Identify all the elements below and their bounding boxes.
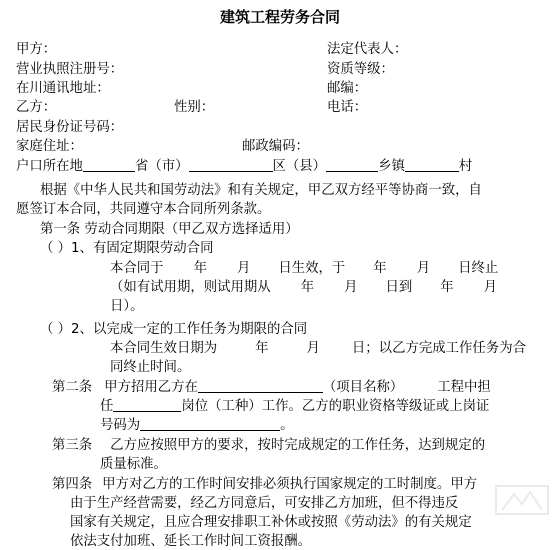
- party-b-label: 乙方：: [16, 100, 57, 115]
- article-2-line-1: 第二条 甲方招用乙方在 （项目名称） 工程中担: [52, 380, 491, 395]
- address-label: 在川通讯地址：: [16, 81, 110, 96]
- article-2-line-2: 任 岗位（工种）工作。乙方的职业资格等级证或上岗证: [100, 399, 490, 414]
- party-a-label: 甲方：: [16, 42, 57, 57]
- article-3-label: 第三条: [52, 438, 93, 453]
- qualification-label: 资质等级：: [327, 62, 394, 77]
- article-4-line-4: 依法支付加班、延长工作时间工资报酬。: [70, 534, 312, 549]
- district-label: 区（县）: [272, 159, 327, 174]
- project-name-blank[interactable]: [198, 379, 323, 393]
- id-number-label: 居民身份证号码：: [16, 120, 124, 135]
- option-1-trial-line: （如有试用期，则试用期从 年 月 日到 年 月: [110, 280, 498, 295]
- article-4-label: 第四条: [52, 477, 93, 492]
- village-blank[interactable]: [405, 158, 459, 172]
- village-label: 村: [458, 159, 473, 174]
- legal-rep-label: 法定代表人：: [327, 42, 408, 57]
- preamble-line-2: 愿签订本合同，共同遵守本合同所列条款。: [16, 202, 271, 217]
- option-2-effective-line: 本合同生效日期为 年 月 日；以乙方完成工作任务为合: [110, 341, 526, 356]
- license-label: 营业执照注册号：: [16, 62, 124, 77]
- article-1-option-1: （ ）1、有固定期限劳动合同: [40, 241, 214, 256]
- article-1-heading: 第一条 劳动合同期限（甲乙双方选择适用）: [40, 222, 299, 237]
- article-4-line-2: 由于生产经营需要，经乙方同意后，可安排乙方加班，但不得违反: [70, 496, 459, 511]
- party-a-postcode-label: 邮编：: [327, 81, 368, 96]
- watermark-logo: [492, 480, 552, 520]
- phone-label: 电话：: [327, 100, 368, 115]
- gender-label: 性别：: [174, 100, 215, 115]
- party-b-postcode-label: 邮政编码：: [242, 139, 309, 154]
- province-blank[interactable]: [83, 158, 135, 172]
- hukou-line: [16, 158, 472, 175]
- home-address-label: 家庭住址：: [16, 139, 83, 154]
- district-blank[interactable]: [189, 158, 273, 172]
- article-3-line-1: 第三条 乙方应按照甲方的要求，按时完成规定的工作任务，达到规定的: [52, 438, 486, 453]
- town-label: 乡镇: [378, 159, 405, 174]
- article-2-line-3: 号码为 。: [100, 418, 294, 433]
- option-1-trial-end: 日）。: [110, 299, 144, 314]
- option-2-line-2: 同终止时间。: [110, 360, 191, 375]
- option-1-effective-line: 本合同于 年 月 日生效，于 年 月 日终止: [110, 261, 499, 276]
- certificate-number-blank[interactable]: [140, 417, 280, 431]
- town-blank[interactable]: [326, 158, 378, 172]
- position-blank[interactable]: [113, 398, 181, 412]
- preamble-line-1: 根据《中华人民共和国劳动法》和有关规定，甲乙双方经平等协商一致，自: [40, 183, 482, 198]
- article-4-line-1: 第四条 甲方对乙方的工作时间安排必须执行国家规定的工时制度。甲方: [52, 477, 478, 492]
- page-title: 建筑工程劳务合同: [219, 8, 340, 26]
- article-1-option-2: （ ）2、以完成一定的工作任务为期限的合同: [40, 322, 308, 337]
- article-3-line-2: 质量标准。: [100, 457, 167, 472]
- article-2-label: 第二条: [52, 380, 93, 395]
- province-label: 省（市）: [134, 159, 189, 174]
- hukou-prefix: 户口所在地: [16, 159, 83, 174]
- article-4-line-3: 国家有关规定，且应合理安排职工补休或按照《劳动法》的有关规定: [70, 515, 472, 530]
